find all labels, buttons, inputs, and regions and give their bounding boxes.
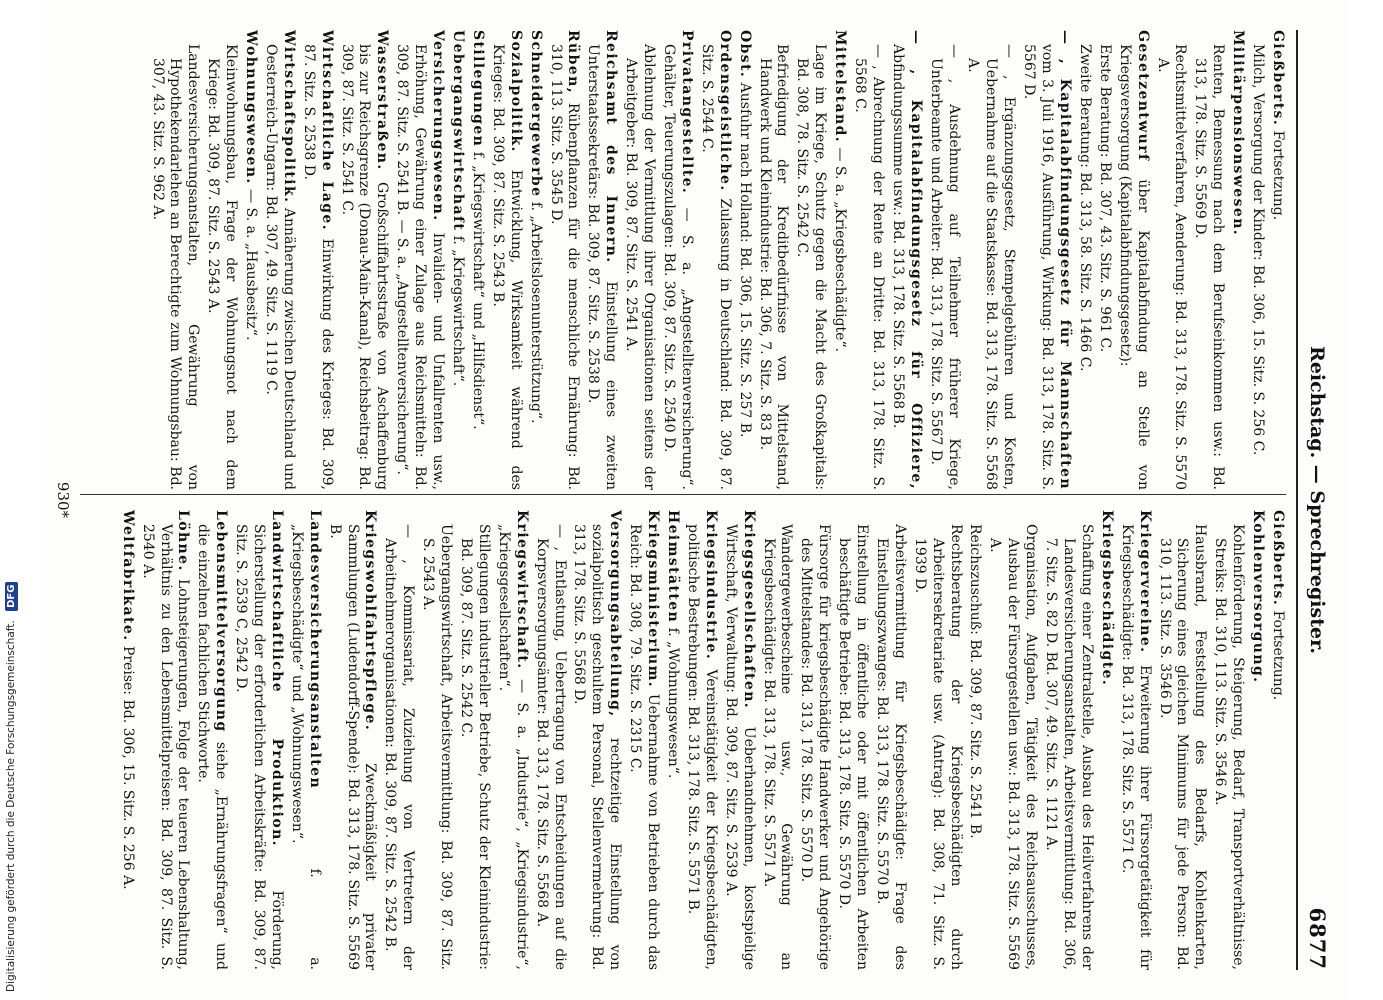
entry-heading: — , Kapitalabfindungsgesetz für Mannschaften — [1057, 30, 1074, 490]
index-entry — [755, 30, 791, 490]
entry-text: Kleinwohnungsbau, Frage der Wohnungsnot nach dem Kriege: Bd. 309, 87. Sitz. S. 2543 A. — [205, 44, 240, 490]
entry-text: über Kapitalabfindung an Stelle von Kriegsversorgung (Kapitalabfindungsgesetz): — [1116, 44, 1151, 490]
column-divider — [80, 494, 1286, 495]
entry-text: Einstellung eines zweiten Unterstaatssekretärs: Bd. 309, 87. Sitz. S. 2538 D. — [585, 44, 620, 491]
entry-heading: Landwirtschaftliche Produktion. — [268, 510, 285, 847]
entry-heading: Landesversicherungsanstalten — [306, 510, 323, 790]
entry-text: Organisation, Aufgaben, Tätigkeit des Reichsausschusses, Ausbau der Fürsorgestellen usw.: Bd. 313, 178. Sitz. S. 5569 A. — [987, 524, 1040, 970]
dfg-logo: DFG — [5, 582, 18, 611]
entry-text: Abfindungssumme usw.: Bd. 313, 178. Sitz. S. 5568 B. — [889, 44, 906, 429]
entry-heading: Gießberts. — [1270, 30, 1286, 127]
index-entry — [1019, 30, 1073, 490]
entry-heading: Privatangestellte. — [678, 30, 695, 195]
entry-text: Zweite Beratung: Bd. 313, 58. Sitz. S. 1466 C. — [1076, 44, 1093, 372]
index-entry — [1210, 510, 1246, 970]
entry-text: Rübenpflanzen für die menschliche Ernährung: Bd. 310, 113. Sitz. S. 3545 D. — [547, 44, 582, 490]
entry-text: vom 3. Juli 1916, Ausführung, Wirkung: Bd. 313, 178. Sitz. S. 5567 D. — [1021, 44, 1056, 490]
entry-heading: Wohnungswesen. — [243, 30, 260, 185]
entry-heading: Rüben, — [565, 30, 582, 94]
entry-heading: Wasserstraßen. — [374, 30, 391, 171]
entry-text: Einwirkung des Krieges: Bd. 309, 87. Sitz. S. 2538 D. — [300, 44, 335, 490]
index-entry — [850, 30, 886, 490]
entry-text: Ausfuhr nach Holland: Bd. 306, 15. Sitz. S. 257 B. — [736, 82, 753, 438]
index-entry — [231, 510, 285, 970]
entry-text: Einstellung in öffentliche oder mit öffentlichen Arbeiten beschäftigte Betriebe: Bd. 313, 178. Sitz. S. 5570 D. — [836, 524, 871, 970]
index-entry — [966, 510, 984, 970]
entry-heading: Gießberts. — [1270, 510, 1286, 607]
index-entry — [241, 30, 259, 490]
entry-heading: Heimstätten — [665, 510, 681, 624]
index-entry — [193, 510, 229, 970]
index-entry — [1190, 30, 1226, 490]
index-entry — [910, 510, 964, 970]
index-entry — [381, 510, 417, 970]
entry-heading: Lebensmittelversorgung — [213, 510, 230, 733]
entry-text: — S. a. „Angestelltenversicherung“. Gehälter, Teuerungszulagen: Bd. 309, 87. Sitz. S. 2540 D. — [661, 44, 695, 491]
entry-heading: Stillegungen — [469, 30, 486, 148]
entry-text: Förderung, Sicherstellung der erforderlichen Arbeitskräfte: Bd. 309, 87. Sitz. S. 2539 C, 2542 D. — [233, 524, 285, 970]
entry-text: f. „Kriegswirtschaft“. — [450, 235, 467, 387]
entry-heading: — , Kapitalabfindungsgesetz für Offiziere, — [907, 30, 924, 490]
entry-text: Zulassung in Deutschland: Bd. 309, 87. Sitz. S. 2544 C. — [698, 44, 733, 491]
entry-text: f. „Arbeitslosenunterstützung“. — [527, 201, 544, 424]
index-entry — [834, 510, 870, 970]
entry-heading: Uebergangswirtschaft — [450, 30, 467, 232]
index-entry — [468, 30, 486, 490]
entry-heading: Mittelstand. — [832, 30, 849, 144]
index-entry — [325, 510, 379, 970]
entry-heading: Wirtschaftspolitik. — [280, 30, 297, 204]
index-entry — [418, 510, 454, 970]
entry-text: Uebernahme von Betrieben durch das Reich: Bd. 308, 79. Sitz. S. 2315 C. — [627, 524, 662, 970]
index-entry — [663, 510, 681, 970]
page-header — [1296, 30, 1332, 970]
index-entry — [986, 510, 1040, 970]
entry-heading: Sozialpolitik. — [507, 30, 524, 153]
entry-text: Schaffung einer Zentralstelle, Ausbau des Heilverfahrens der Landesversicherungsanstalten, Arbeitsvermittlung: Bd. 306, 7. Sitz. S. 82 D. Bd. 307, 49. Sitz. S. 1121 A. — [1043, 524, 1095, 970]
entry-text: Uebergangswirtschaft, Arbeitsvermittlung: Bd. 309, 87. Sitz. S. 2543 A. — [420, 524, 455, 970]
index-entry — [759, 510, 795, 970]
entry-heading: Kriegswohlfahrtspflege. — [362, 510, 379, 732]
page-number: 6877 — [1305, 907, 1330, 970]
index-entry — [1268, 30, 1286, 490]
index-entry — [546, 30, 582, 490]
entry-heading: Versicherungswesen. — [430, 30, 447, 222]
entry-text: — , Ergänzungsgesetz, Stempelgebühren und Kosten, Uebernahme auf die Staatskasse: Bd. 313, 178. Sitz. S. 5568 A. — [965, 44, 1018, 490]
entry-text: Erweiterung ihrer Fürsorgetätigkeit für Kriegsbeschädigte: Bd. 313, 178. Sitz. S. 5571 C. — [1118, 524, 1153, 970]
index-entry — [697, 30, 733, 490]
entry-heading: Kohlenversorgung. — [1250, 510, 1267, 684]
index-entry — [659, 30, 695, 490]
entry-heading: Weltfabrikate. — [119, 510, 136, 642]
index-entry — [964, 30, 1018, 490]
entry-text: Annäherung zwischen Deutschland und Oesterreich-Ungarn: Bd. 307, 49. Sitz. S. 1119 C. — [262, 44, 297, 490]
entry-text: Hausbrand, Feststellung des Bedarfs, Kohlenkarten, Sicherung eines gleichen Minimums für jede Person: Bd. 310, 113. Sitz. S. 3546 D. — [1156, 524, 1209, 970]
entry-heading: Kriegsbeschädigte. — [1098, 510, 1115, 687]
entry-text: Erste Beratung: Bd. 307, 43. Sitz. S. 961 C. — [1096, 44, 1113, 353]
entry-heading: Militärpensionswesen. — [1230, 30, 1247, 237]
index-entry — [1248, 510, 1266, 970]
entry-text: — , Abrechnung der Rente an Dritte: Bd. 313, 178. Sitz. S. 5568 C. — [852, 44, 886, 490]
page-footer-mark: 930* — [54, 481, 72, 519]
entry-text: f. „Kriegswirtschaft“ und „Hilfsdienst“. — [469, 151, 486, 430]
entry-heading: Kriegswirtschaft. — [513, 510, 530, 670]
page-title: Reichstag. — Sprechregister. — [1306, 346, 1328, 654]
entry-text: Landesversicherungsanstalten, Gewährung von Hypothekendarlehen an Berechtigte zum Wohnungsbau: Bd. 307, 43. Sitz. S. 962 A. — [149, 44, 202, 490]
index-entry — [261, 30, 297, 490]
entry-text: Ablehnung der Vermittlung ihrer Organisationen seitens der Arbeitgeber: Bd. 309, 87. Sitz. S. 2541 A. — [623, 44, 658, 490]
entry-heading: Versorgungsabteilung, — [607, 510, 624, 718]
index-entry — [138, 510, 192, 970]
entry-heading: Reichsamt des Innern. — [603, 30, 620, 264]
index-entry — [1115, 30, 1151, 490]
entry-text: Arbeitsvermittlung für Kriegsbeschädigte: Frage des Einstellungszwanges: Bd. 313, 178. Sitz. S. 5570 B. — [873, 524, 908, 970]
index-entry — [532, 510, 568, 970]
entry-heading: Gesetzentwurf — [1134, 30, 1151, 162]
index-entry — [456, 510, 492, 970]
entry-text: Befriedigung der Kreditbedürfnisse von Mittelstand, Handwerk und Kleinindustrie: Bd. 306, 7. Sitz. S. 83 B. — [756, 44, 791, 490]
side-note-text — [5, 582, 18, 992]
entry-text: Lage im Kriege, Schutz gegen die Macht des Großkapitals: Bd. 308, 78. Sitz. S. 2542 C. — [794, 44, 829, 490]
entry-text: Vereinstätigkeit der Kriegsbeschädigten, politische Bestrebungen: Bd. 313, 178. Sitz. S. 5571 B. — [684, 524, 719, 971]
entry-text: Großschiffahrtsstraße von Aschaffenburg bis zur Reichsgrenze (Donau-Main-Kanal), Reichsbeitrag: Bd. 309, 87. Sitz. S. 2541 C. — [338, 44, 391, 490]
entry-text: Rechtsberatung der Kriegsbeschädigten durch Arbeitersekretariate usw. (Antrag): Bd. 308, 71. Sitz. S. 1939 D. — [911, 524, 964, 970]
index-entry — [448, 30, 466, 490]
index-entry — [118, 510, 136, 970]
index-entry — [830, 30, 848, 490]
side-note — [0, 0, 20, 1000]
index-entry — [888, 30, 924, 490]
entry-heading: Obst. — [736, 30, 753, 79]
entry-heading: Kriegsgesellschaften. — [740, 510, 757, 710]
entry-text: f. a. „Kriegsbeschädigte“ und „Wohnungswesen“. — [288, 524, 323, 970]
entry-heading: Ordensgeistliche. — [716, 30, 733, 192]
index-entry — [1268, 510, 1286, 970]
entry-heading: Kriegervereine. — [1136, 510, 1153, 654]
index-entry — [721, 510, 757, 970]
entry-text: f. „Wohnungswesen“. — [665, 627, 681, 779]
entry-text: Stillegungen industrieller Betriebe, Schutz der Kleinindustrie: Bd. 309, 87. Sitz. S. 2542 C. — [458, 524, 492, 970]
index-entry — [625, 510, 661, 970]
index-entry — [1075, 30, 1093, 490]
entry-text: — , Kommissariat, Zuziehung von Vertretern der Arbeitnehmerorganisationen: Bd. 309, 87. Sitz. S. 2542 B. — [382, 524, 417, 970]
entry-heading: Löhne. — [175, 510, 192, 572]
entry-text: — S. a. „Hausbesitz“. — [243, 189, 260, 341]
index-entry — [148, 30, 202, 490]
entry-text: rechtzeitige Einstellung von sozialpolitisch geschultem Personal, Stellenvermehrung: Bd. 313, 178. Sitz. S. 5568 D. — [571, 524, 624, 970]
entry-text: Invaliden- und Unfallrenten usw., Erhöhung, Gewährung einer Zulage aus Reichsmitteln: Bd. 309, 87. Sitz. S. 2541 B. — S. a. „Angestelltenversicherung“. — [394, 44, 447, 490]
entry-text: Lohnsteigerungen, Folge der teueren Lebenshaltung, Verhältnis zu den Lebensmittelpreisen: Bd. 309, 87. Sitz. S. 2540 A. — [139, 524, 192, 971]
index-entry — [203, 30, 239, 490]
index-entry — [583, 30, 619, 490]
entry-text: Fürsorge für kriegsbeschädigte Handwerker und Angehörige des Mittelstandes: Bd. 313, 178. Sitz. S. 5570 D. — [798, 524, 833, 970]
index-entry — [287, 510, 323, 970]
index-entry — [683, 510, 719, 970]
index-entry — [570, 510, 624, 970]
entry-text: Wandergewerbescheine usw., Gewährung an Kriegsbeschädigte: Bd. 313, 178. Sitz. S. 5571 A. — [760, 524, 795, 970]
entry-text: siehe „Ernährungsfragen“ und die einzelnen fachlichen Stichworte. — [195, 524, 230, 971]
index-entry — [1097, 510, 1115, 970]
entry-heading: Kriegsindustrie. — [702, 510, 719, 661]
index-entry — [1153, 30, 1189, 490]
entry-text: Preise: Bd. 306, 15. Sitz. S. 256 A. — [119, 645, 136, 890]
entry-text: Entwicklung, Wirksamkeit während des Krieges: Bd. 309, 87. Sitz. S. 2543 B. — [489, 44, 524, 490]
entry-text: — S. a. „Industrie“, „Kriegsindustrie“, „Kriegsgesellschaften“. — [495, 524, 530, 971]
entry-text: Fortsetzung. — [1270, 610, 1286, 701]
index-entry — [1155, 510, 1209, 970]
entry-text: Rechtsmittelverfahren, Aenderung: Bd. 313, 178. Sitz. S. 5570 A. — [1154, 44, 1189, 490]
entry-text: Zweckmäßigkeit privater Sammlungen (Ludendorff-Spende): Bd. 313, 178. Sitz. S. 5569 B. — [326, 524, 379, 971]
entry-text: Fortsetzung. — [1270, 130, 1286, 221]
index-entry — [337, 30, 391, 490]
entry-heading: Wirtschaftliche Lage. — [318, 30, 335, 231]
entry-text: — , Ausdehnung auf Teilnehmer früherer Kriege, Unterbeamte und Arbeiter: Bd. 313, 178. Sitz. S. 5567 D. — [927, 44, 962, 490]
index-entry — [1228, 30, 1246, 490]
entry-heading: Schneidergewerbe — [527, 30, 544, 198]
index-entry — [299, 30, 335, 490]
index-entry — [621, 30, 657, 490]
index-entry — [926, 30, 962, 490]
index-entry — [796, 510, 832, 970]
index-entry — [488, 30, 524, 490]
entry-text: Ueberhandnehmen, kostspielige Wirtschaft, Verwaltung: Bd. 309, 87. Sitz. S. 2539 A. — [722, 524, 757, 970]
dfg-credit: Digitalisierung gefördert durch die Deutsche Forschungsgemeinschaft. — [5, 620, 17, 992]
index-entry — [526, 30, 544, 490]
index-entry — [1117, 510, 1153, 970]
entry-text: — , Entlastung, Uebertragung von Entscheidungen auf die Korpsversorgungsämter: Bd. 313, 178. Sitz. S. 5568 A. — [533, 524, 568, 970]
index-entry — [872, 510, 908, 970]
scanned-page — [40, 0, 1350, 1000]
index-column-left — [116, 510, 1286, 970]
index-entry — [735, 30, 753, 490]
entry-text: — S. a. „Kriegsbeschädigte“. — [832, 147, 849, 353]
index-entry — [1041, 510, 1095, 970]
index-entry — [792, 30, 828, 490]
index-entry — [392, 30, 446, 490]
entry-text: Renten, Bemessung nach dem Berufseinkommen usw.: Bd. 313, 178. Sitz. S. 5569 D. — [1192, 44, 1227, 490]
entry-text: Reichszuschuß: Bd. 309, 87. Sitz. S. 2541 B. — [967, 524, 984, 839]
index-column-right — [146, 30, 1286, 490]
entry-text: Milch, Versorgung der Kinder: Bd. 306, 15. Sitz. S. 256 C. — [1250, 44, 1267, 456]
index-entry — [1248, 30, 1266, 490]
index-entry — [1095, 30, 1113, 490]
index-entry — [494, 510, 530, 970]
entry-text: Kohlenförderung, Steigerung, Bedarf, Transportverhältnisse, Streiks: Bd. 310, 113. Sitz. S. 3546 A. — [1212, 524, 1247, 970]
entry-heading: Kriegsministerium. — [645, 510, 662, 689]
